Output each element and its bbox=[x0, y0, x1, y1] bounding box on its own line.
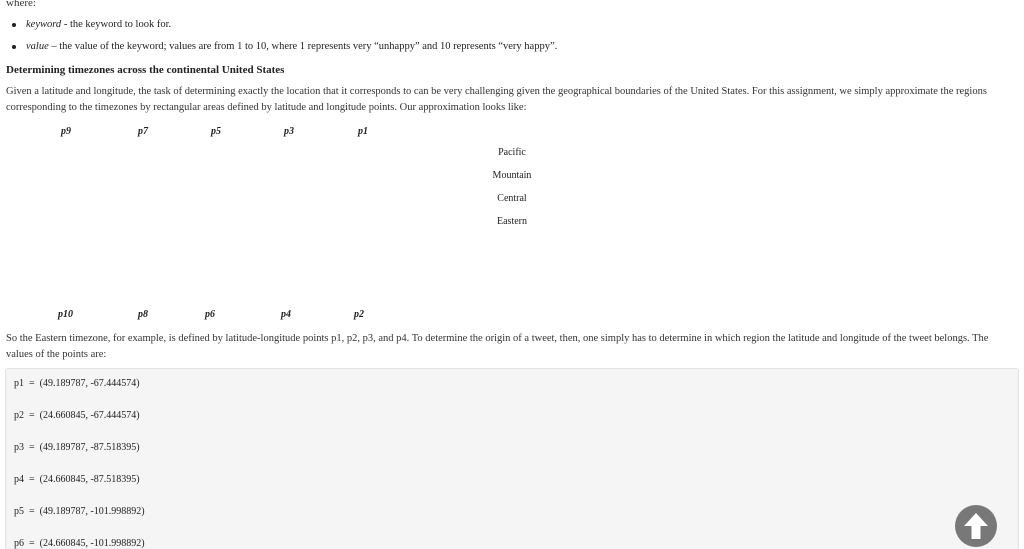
point-label-top: p7 bbox=[138, 126, 148, 137]
point-label-bottom: p8 bbox=[138, 309, 148, 320]
point-value: (24.660845, -67.444574) bbox=[39, 410, 140, 421]
equals-sign: = bbox=[29, 474, 35, 485]
section-heading: Determining timezones across the continental United States bbox=[6, 64, 285, 76]
point-value: (49.189787, -67.444574) bbox=[39, 378, 140, 389]
equals-sign: = bbox=[29, 506, 35, 517]
point-row bbox=[14, 442, 140, 453]
point-label-top: p5 bbox=[211, 126, 221, 137]
point-row bbox=[14, 474, 140, 485]
where-label: where: bbox=[6, 0, 36, 9]
point-value: (24.660845, -101.998892) bbox=[39, 538, 145, 549]
equals-sign: = bbox=[29, 442, 35, 453]
point-label-bottom: p6 bbox=[205, 309, 215, 320]
approximation-paragraph: Given a latitude and longitude, the task of determining exactly the location that it corresponds to can be very challenging given the geographical boundaries of the United States. For this assignment, we simply approximate the regions corresponding to the timezones by rectangular areas defined by latitude and longitude points. Our approximation looks like: bbox=[6, 86, 987, 113]
equals-sign: = bbox=[29, 538, 35, 549]
zone-label-central: Central bbox=[497, 193, 527, 204]
points-code-block bbox=[5, 368, 1019, 549]
equals-sign: = bbox=[29, 378, 35, 389]
point-label-bottom: p10 bbox=[58, 309, 73, 320]
point-label-bottom: p4 bbox=[281, 309, 291, 320]
parameter-term: keyword bbox=[26, 19, 62, 30]
zone-label-eastern: Eastern bbox=[497, 216, 527, 227]
list-item bbox=[12, 39, 557, 61]
list-item bbox=[12, 17, 557, 39]
point-value: (49.189787, -101.998892) bbox=[39, 506, 145, 517]
arrow-up-icon bbox=[963, 512, 989, 540]
point-label-top: p3 bbox=[284, 126, 294, 137]
parameter-term: value bbox=[26, 41, 49, 52]
point-label-top: p1 bbox=[358, 126, 368, 137]
point-row bbox=[14, 538, 145, 549]
points-explanation-paragraph: So the Eastern timezone, for example, is defined by latitude-longitude points p1, p2, p3, and p4. To determine the origin of a tweet, then, one simply has to determine in which region the latitude and longitude of the tweet belongs. The values of the points are: bbox=[6, 333, 989, 360]
point-label-top: p9 bbox=[61, 126, 71, 137]
point-name: p2 bbox=[14, 410, 24, 421]
point-name: p5 bbox=[14, 506, 24, 517]
point-name: p6 bbox=[14, 538, 24, 549]
parameter-description: the value of the keyword; values are from 1 to 10, where 1 represents very “unhappy” and 10 represents “very happy”. bbox=[59, 41, 558, 52]
point-row bbox=[14, 378, 140, 389]
zone-label-pacific: Pacific bbox=[498, 147, 526, 158]
parameter-description: the keyword to look for. bbox=[69, 19, 172, 30]
bullet-icon bbox=[12, 45, 16, 49]
point-row bbox=[14, 410, 140, 421]
parameter-list bbox=[12, 17, 557, 61]
point-row bbox=[14, 506, 145, 517]
separator: – bbox=[48, 41, 60, 52]
point-label-bottom: p2 bbox=[354, 309, 364, 320]
scroll-to-top-button[interactable] bbox=[955, 505, 997, 547]
zone-label-mountain: Mountain bbox=[492, 170, 532, 181]
point-name: p3 bbox=[14, 442, 24, 453]
point-name: p4 bbox=[14, 474, 24, 485]
equals-sign: = bbox=[29, 410, 35, 421]
bullet-icon bbox=[12, 23, 16, 27]
point-name: p1 bbox=[14, 378, 24, 389]
point-value: (49.189787, -87.518395) bbox=[39, 442, 140, 453]
point-value: (24.660845, -87.518395) bbox=[39, 474, 140, 485]
separator: - bbox=[61, 19, 70, 30]
